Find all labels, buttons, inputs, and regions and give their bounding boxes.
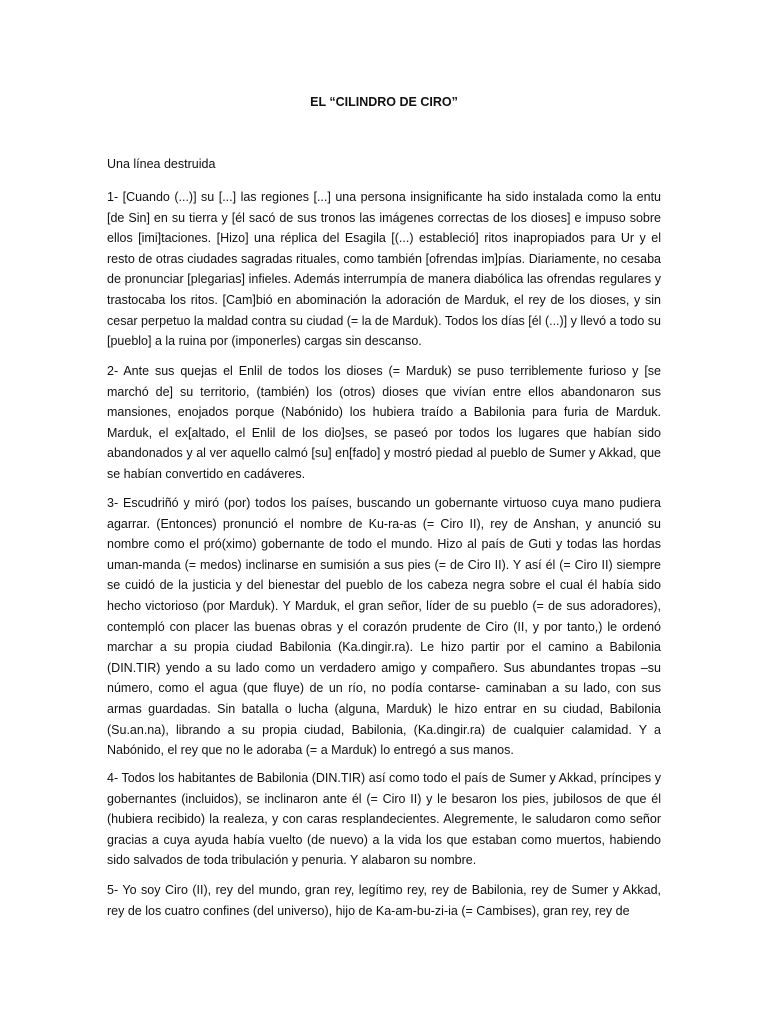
paragraph-3: 3- Escudriñó y miró (por) todos los países, buscando un gobernante virtuoso cuya mano pudiera agarrar. (Entonces) pronunció el nombre de Ku-ra-as (= Ciro II), rey de Anshan, y anunció su nombre como el pró(ximo) gobernante de todo el mundo. Hizo al país de Guti y todas las hordas uman-manda (= medos) inclinarse en sumisión a sus pies (= de Ciro II). Y así él (= Ciro II) siempre se cuidó de la justicia y del bienestar del pueblo de los cabeza negra sobre el cual él había sido hecho victorioso (por Marduk). Y Marduk, el gran señor, líder de su pueblo (= de sus adoradores), contempló con placer las buenas obras y el corazón prudente de Ciro (II, y por tanto,) le ordenó marchar a su propia ciudad Babilonia (Ka.dingir.ra). Le hizo partir por el camino a Babilonia (DIN.TIR) yendo a su lado como un verdadero amigo y compañero. Sus abundantes tropas –su número, como el agua (que fluye) de un río, no podía contarse- caminaban a su lado, con sus armas guardadas. Sin batalla o lucha (alguna, Marduk) le hizo entrar en su ciudad, Babilonia (Su.an.na), librando a su propia ciudad, Babilonia, (Ka.dingir.ra) de cualquier calamidad. Y a Nabónido, el rey que no le adoraba (= a Marduk) lo entregó a sus manos. <box>107 496 661 758</box>
paragraph-4: 4- Todos los habitantes de Babilonia (DIN.TIR) así como todo el país de Sumer y Akkad, príncipes y gobernantes (incluidos), se inclinaron ante él (= Ciro II) y le besaron los pies, jubilosos de que él (hubiera recibido) la realeza, y con caras resplandecientes. Alegremente, le saludaron como señor gracias a cuya ayuda había vuelto (de nuevo) a la vida los que estaban como muertos, habiendo sido salvados de toda tribulación y penuria. Y alabaron su nombre. <box>107 771 661 868</box>
document-title: EL “CILINDRO DE CIRO” <box>310 95 458 109</box>
document-subtitle: Una línea destruida <box>107 157 216 171</box>
paragraph-2: 2- Ante sus quejas el Enlil de todos los dioses (= Marduk) se puso terriblemente furioso y [se marchó de] su territorio, (también) los (otros) dioses que vivían entre ellos abandonaron sus mansiones, enojados porque (Nabónido) los hubiera traído a Babilonia para furia de Marduk. Marduk, el ex[altado, el Enlil de los dio]ses, se paseó por todos los lugares que habían sido abandonados y al ver aquello calmó [su] en[fado] y mostró piedad al pueblo de Sumer y Akkad, que se habían convertido en cadáveres. <box>107 364 661 481</box>
paragraph-1: 1- [Cuando (...)] su [...] las regiones [...] una persona insignificante ha sido instalada como la entu [de Sin] en su tierra y [él sacó de sus tronos las imágenes correctas de los dioses] e impuso sobre ellos [imi]taciones. [Hizo] una réplica del Esagila [(...) estableció] ritos inapropiados para Ur y el resto de otras ciudades sagradas rituales, como también [ofrendas im]pías. Diariamente, no cesaba de pronunciar [plegarias] infieles. Además interrumpía de manera diabólica las ofrendas regulares y trastocaba los ritos. [Cam]bió en abominación la adoración de Marduk, el rey de los dioses, y sin cesar perpetuo la maldad contra su ciudad (= la de Marduk). Todos los días [él (...)] y llevó a todo su [pueblo] a la ruina por (imponerles) cargas sin descanso. <box>107 190 661 349</box>
paragraph-5: 5- Yo soy Ciro (II), rey del mundo, gran rey, legítimo rey, rey de Babilonia, rey de Sumer y Akkad, rey de los cuatro confines (del universo), hijo de Ka-am-bu-zi-ia (= Cambises), gran rey, rey de <box>107 883 661 918</box>
